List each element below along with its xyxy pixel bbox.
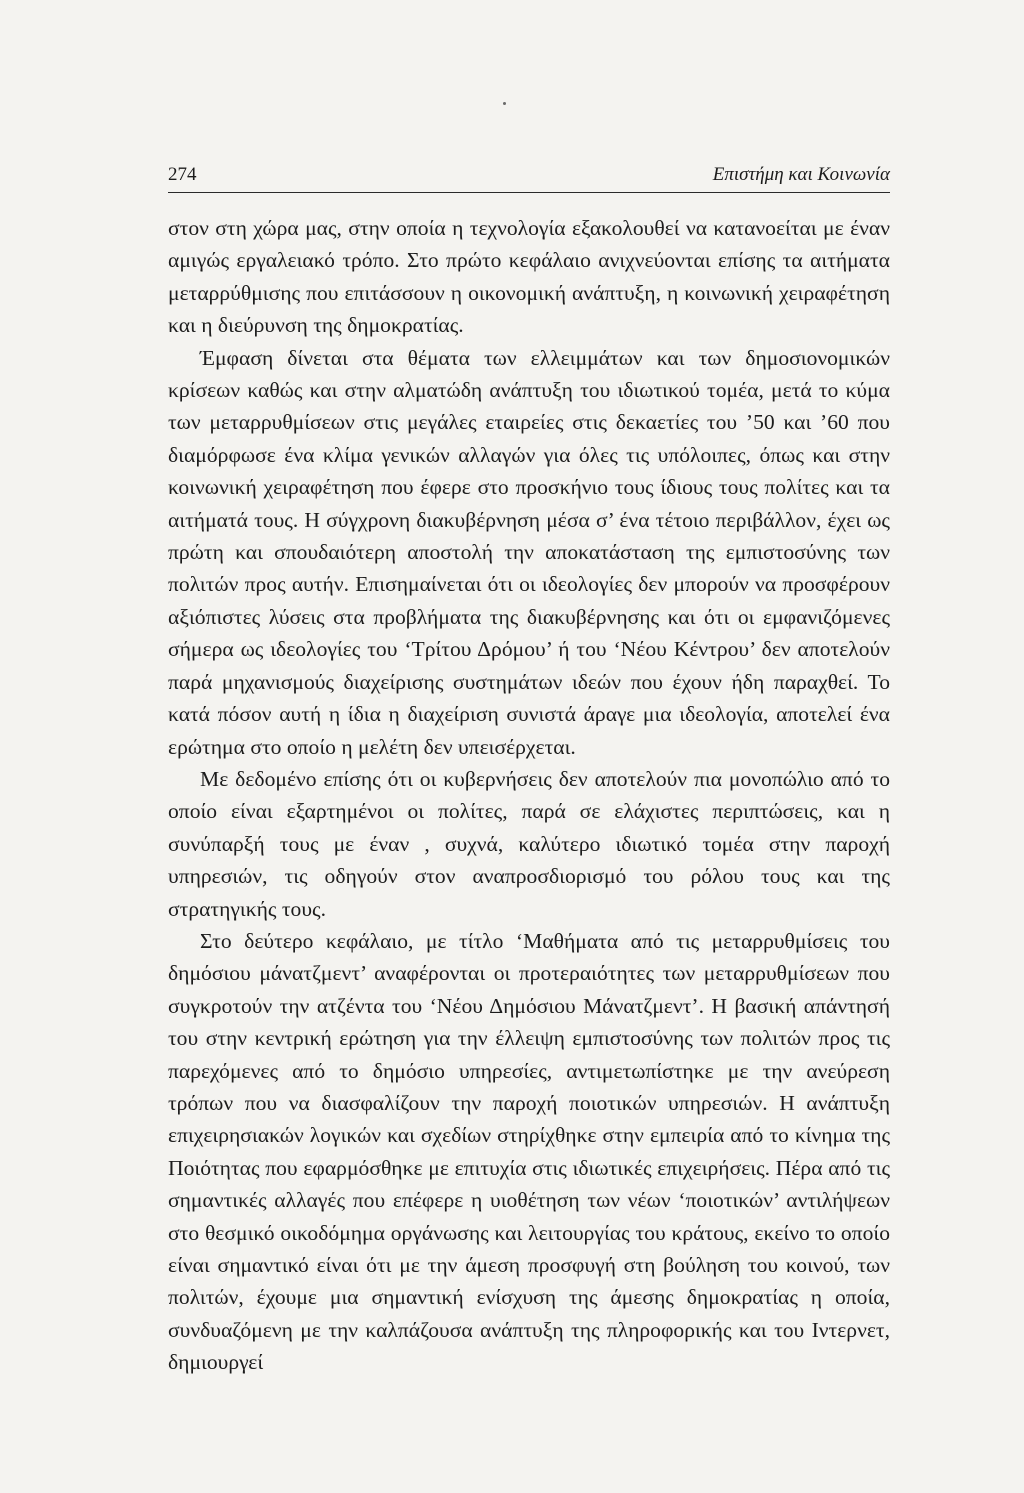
running-head: Επιστήμη και Κοινωνία (712, 164, 890, 185)
paragraph: Με δεδομένο επίσης ότι οι κυβερνήσεις δεν αποτελούν πια μονοπώλιο από το οποίο είναι εξαρτημένοι οι πολίτες, παρά σε ελάχιστες περιπτώσεις, και η συνύπαρξή τους με έναν , συχνά, καλύτερο ιδιωτικό τομέα στην παροχή υπηρεσιών, τις οδηγούν στον αναπροσδιορισμό του ρόλου τους και της στρατηγικής τους. (168, 766, 890, 921)
scan-speck (503, 102, 506, 105)
paragraph: στον στη χώρα μας, στην οποία η τεχνολογία εξακολουθεί να κατανοείται με έναν αμιγώς εργαλειακό τρόπο. Στο πρώτο κεφάλαιο ανιχνεύονται επίσης τα αιτήματα μεταρρύθμισης που επιτάσσουν η οικονομική ανάπτυξη, η κοινωνική χειραφέτηση και η διεύρυνση της δημοκρατίας. (168, 216, 890, 338)
body-text (168, 212, 890, 1379)
paragraph: Στο δεύτερο κεφάλαιο, με τίτλο ‘Μαθήματα από τις μεταρρυθμίσεις του δημόσιου μάνατζμεντ’ αναφέρονται οι προτεραιότητες των μεταρρυθμίσεων που συγκροτούν την ατζέντα του ‘Νέου Δημόσιου Μάνατζμεντ’. Η βασική απάντησή του στην κεντρική ερώτηση για την έλλειψη εμπιστοσύνης των πολιτών προς τις παρεχόμενες από το δημόσιο υπηρεσίες, αντιμετωπίστηκε με την ανεύρεση τρόπων που να διασφαλίζουν την παροχή ποιοτικών υπηρεσιών. Η ανάπτυξη επιχειρησιακών λογικών και σχεδίων στηρίχθηκε στην εμπειρία από το κίνημα της Ποιότητας που εφαρμόσθηκε με επιτυχία στις ιδιωτικές επιχειρήσεις. Πέρα από τις σημαντικές αλλαγές που επέφερε η υιοθέτηση των νέων ‘ποιοτικών’ αντιλήψεων στο θεσμικό οικοδόμημα οργάνωσης και λειτουργίας του κράτους, εκείνο το οποίο είναι σημαντικό είναι ότι με την άμεση προσφυγή στη βούληση του κοινού, των πολιτών, έχουμε μια σημαντική ενίσχυση της άμεσης δημοκρατίας η οποία, συνδυαζόμενη με την καλπάζουσα ανάπτυξη της πληροφορικής και του Ιντερνετ, δημιουργεί (168, 928, 890, 1375)
paragraph: Έμφαση δίνεται στα θέματα των ελλειμμάτων και των δημοσιονομικών κρίσεων καθώς και στην αλματώδη ανάπτυξη του ιδιωτικού τομέα, μετά το κύμα των μεταρρυθμίσεων στις μεγάλες εταιρείες στις δεκαετίες του ’50 και ’60 που διαμόρφωσε ένα κλίμα γενικών αλλαγών για όλες τις υπόλοιπες, όπως και στην κοινωνική χειραφέτηση που έφερε στο προσκήνιο τους ίδιους τους πολίτες και τα αιτήματά τους. Η σύγχρονη διακυβέρνηση μέσα σ’ ένα τέτοιο περιβάλλον, έχει ως πρώτη και σπουδαιότερη αποστολή την αποκατάσταση της εμπιστοσύνης των πολιτών προς αυτήν. Επισημαίνεται ότι οι ιδεολογίες δεν μπορούν να προσφέρουν αξιόπιστες λύσεις στα προβλήματα της διακυβέρνησης και ότι οι εμφανιζόμενες σήμερα ως ιδεολογίες του ‘Τρίτου Δρόμου’ ή του ‘Νέου Κέντρου’ δεν αποτελούν παρά μηχανισμούς διαχείρισης συστημάτων ιδεών που έχουν ήδη παραχθεί. Το κατά πόσον αυτή η ίδια η διαχείριση συνιστά άραγε μια ιδεολογία, αποτελεί ένα ερώτημα στο οποίο η μελέτη δεν υπεισέρχεται. (168, 345, 890, 759)
page-header (168, 158, 890, 193)
page-number: 274 (168, 164, 197, 185)
